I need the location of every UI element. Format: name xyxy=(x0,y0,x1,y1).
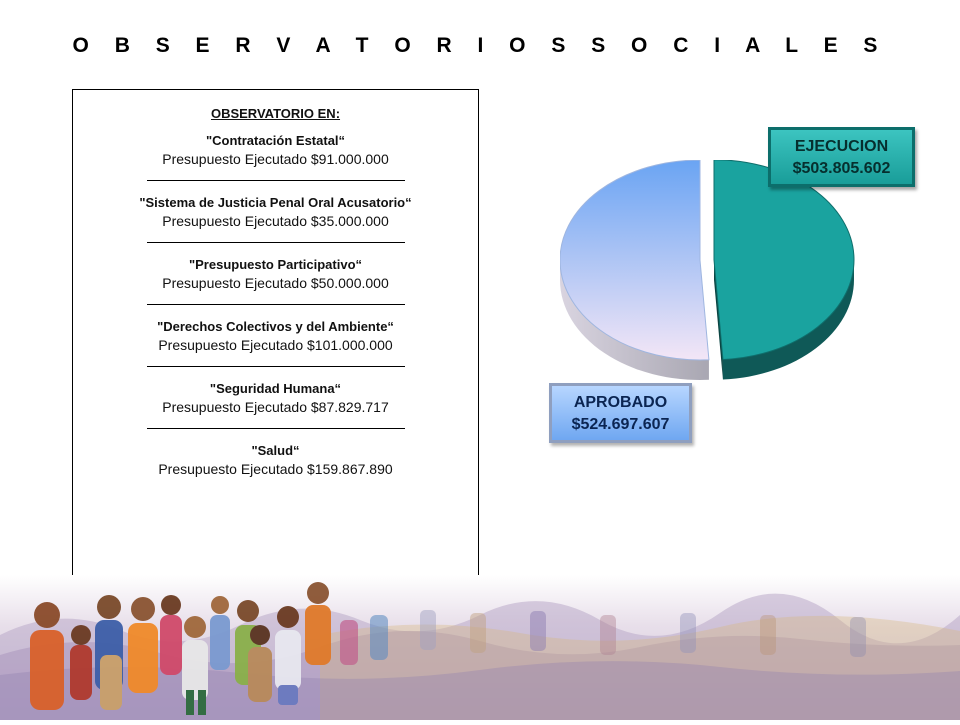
observatorio-item xyxy=(73,318,478,367)
observatorio-item xyxy=(73,194,478,243)
pie-chart xyxy=(560,160,870,400)
observatorio-name: "Derechos Colectivos y del Ambiente“ xyxy=(157,319,394,334)
observatorio-name: "Salud“ xyxy=(251,443,300,458)
observatorio-name: "Sistema de Justicia Penal Oral Acusatorio“ xyxy=(139,195,412,210)
observatorio-budget: Presupuesto Ejecutado $87.829.717 xyxy=(162,399,389,415)
observatorio-item xyxy=(73,380,478,429)
observatorio-item xyxy=(73,256,478,305)
observatorio-item xyxy=(73,132,478,181)
separator-line xyxy=(147,366,405,367)
ejecucion-label-value: $503.805.602 xyxy=(792,160,891,177)
observatorio-name: "Contratación Estatal“ xyxy=(205,133,346,148)
aprobado-label-value: $524.697.607 xyxy=(571,416,670,433)
observatorio-budget: Presupuesto Ejecutado $101.000.000 xyxy=(158,337,393,353)
observatorio-name: "Presupuesto Participativo“ xyxy=(188,257,363,272)
ejecucion-label xyxy=(768,127,915,187)
pie-chart-svg xyxy=(560,160,870,400)
observatorio-budget: Presupuesto Ejecutado $50.000.000 xyxy=(162,275,389,291)
observatorio-name: "Seguridad Humana“ xyxy=(209,381,342,396)
observatorio-item xyxy=(73,442,478,478)
separator-line xyxy=(147,180,405,181)
crowd-of-people-illustration xyxy=(0,575,960,720)
observatorios-header: OBSERVATORIO EN: xyxy=(210,106,341,121)
aprobado-label xyxy=(549,383,692,443)
observatorios-box xyxy=(72,89,479,578)
observatorio-budget: Presupuesto Ejecutado $91.000.000 xyxy=(162,151,389,167)
separator-line xyxy=(147,242,405,243)
aprobado-label-name: APROBADO xyxy=(573,394,668,411)
separator-line xyxy=(147,304,405,305)
ejecucion-label-name: EJECUCION xyxy=(794,138,889,155)
slide-title: O B S E R V A T O R I O S S O C I A L E S xyxy=(72,34,888,57)
observatorio-budget: Presupuesto Ejecutado $159.867.890 xyxy=(158,461,393,477)
separator-line xyxy=(147,428,405,429)
observatorio-budget: Presupuesto Ejecutado $35.000.000 xyxy=(162,213,389,229)
